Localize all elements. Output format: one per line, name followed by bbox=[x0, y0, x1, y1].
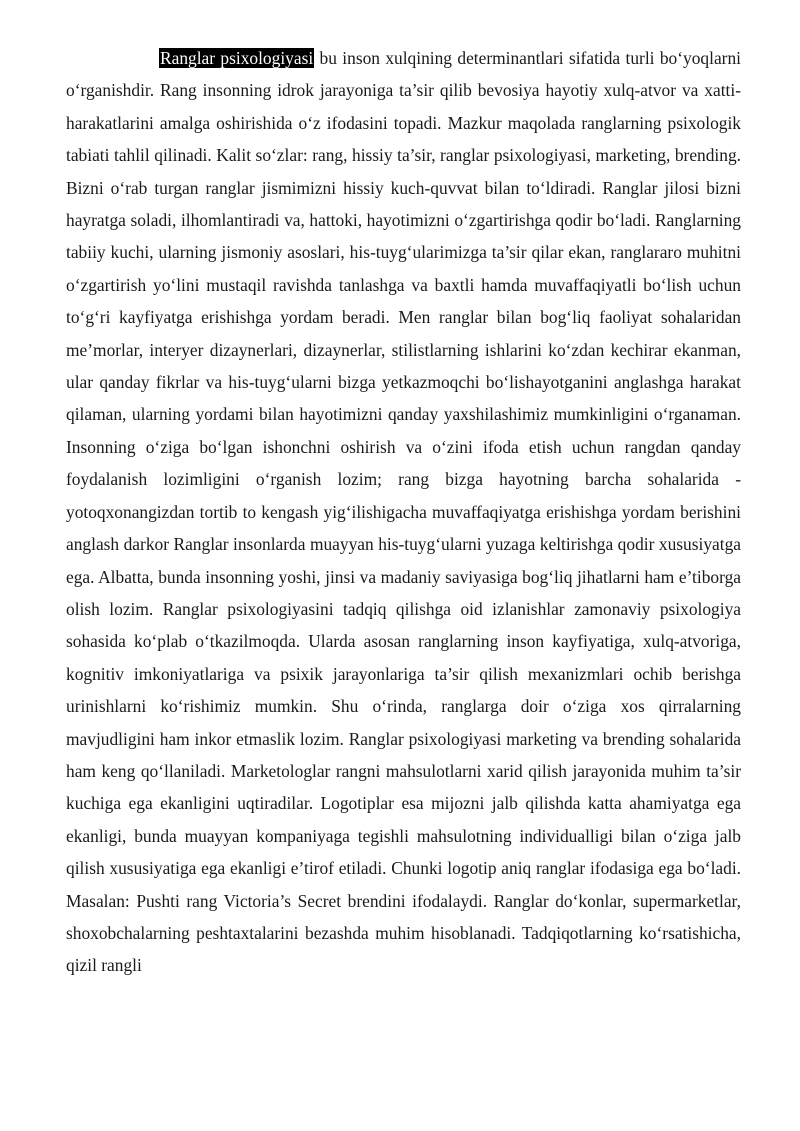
paragraph-text: bu inson xulqining determinantlari sifatida turli bo‘yoqlarni o‘rganishdir. Rang insonning idrok jarayoniga ta’sir qilib bevosiya hayotiy xulq-atvor va xatti-harakatlarini amalga oshirishida o‘z ifodasini topadi. Mazkur maqolada ranglarning psixologik tabiati tahlil qilinadi. Kalit so‘zlar: rang, hissiy ta’sir, ranglar psixologiyasi, marketing, brending. Bizni o‘rab turgan ranglar jismimizni hissiy kuch-quvvat bilan to‘ldiradi. Ranglar jilosi bizni hayratga soladi, ilhomlantiradi va, hattoki, hayotimizni o‘zgartirishga qodir bo‘ladi. Ranglarning tabiiy kuchi, ularning jismoniy asoslari, his-tuyg‘ularimizga ta’sir qilar ekan, ranglararo muhitni o‘zgartirish yo‘lini mustaqil ravishda tanlashga va baxtli hamda muvaffaqiyatli bo‘lish uchun to‘g‘ri kayfiyatga erishishga yordam beradi. Men ranglar bilan bog‘liq faoliyat sohalaridan me’morlar, interyer dizaynerlari, dizaynerlar, stilistlarning ishlarini ko‘zdan kechirar ekanman, ular qanday fikrlar va his-tuyg‘ularni bizga yetkazmoqchi bo‘lishayotganini anglashga harakat qilaman, ularning yordami bilan hayotimizni qanday yaxshilashimiz mumkinligini o‘rganaman. Insonning o‘ziga bo‘lgan ishonchni oshirish va o‘zini ifoda etish uchun rangdan qanday foydalanish lozimligini o‘rganish lozim; rang bizga hayotning barcha sohalarida - yotoqxonangizdan tortib to kengash yig‘ilishigacha muvaffaqiyatga erishishga yordam berishini anglash darkor Ranglar insonlarda muayyan his-tuyg‘ularni yuzaga keltirishga qodir xususiyatga ega. Albatta, bunda insonning yoshi, jinsi va madaniy saviyasiga bog‘liq jihatlarni ham e’tiborga olish lozim. Ranglar psixologiyasini tadqiq qilishga oid izlanishlar zamonaviy psixologiya sohasida ko‘plab o‘tkazilmoqda. Ularda asosan ranglarning inson kayfiyatiga, xulq-atvoriga, kognitiv imkoniyatlariga va psixik jarayonlariga ta’sir qilish mexanizmlari ochib berishga urinishlarni ko‘rishimiz mumkin. Shu o‘rinda, ranglarga doir o‘ziga xos qirralarning mavjudligini ham inkor etmaslik lozim. Ranglar psixologiyasi marketing va brending sohalarida ham keng qo‘llaniladi. Marketologlar rangni mahsulotlarni xarid qilish jarayonida muhim ta’sir kuchiga ega ekanligini uqtiradilar. Logotiplar esa mijozni jalb qilishda katta ahamiyatga ega ekanligi, bunda muayyan kompaniyaga tegishli mahsulotning individualligi bilan o‘ziga jalb qilish xususiyatiga ega ekanligi e’tirof etiladi. Chunki logotip aniq ranglar ifodasiga ega bo‘ladi. Masalan: Pushti rang Victoria’s Secret brendini ifodalaydi. Ranglar do‘konlar, supermarketlar, shoxobchalarning peshtaxtalarini bezashda muhim hisoblanadi. Tadqiqotlarning ko‘rsatishicha, qizil rangli bbox=[66, 48, 741, 976]
highlighted-term[interactable]: Ranglar psixologiyasi bbox=[160, 48, 314, 68]
body-paragraph bbox=[66, 42, 741, 982]
